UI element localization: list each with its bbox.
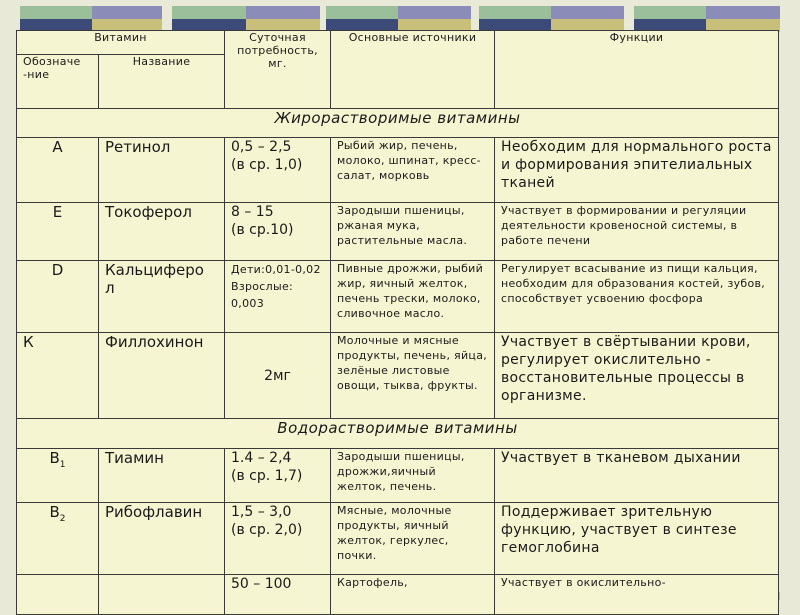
table-row	[17, 203, 779, 261]
dose-cell: 1,5 – 3,0 (в ср. 2,0)	[225, 503, 331, 575]
functions-cell: Необходим для нормального роста и формирования эпителиальных тканей	[495, 138, 779, 203]
designation-subscript: 1	[59, 460, 66, 470]
name-cell	[99, 575, 225, 615]
dose-cell: 50 – 100	[225, 575, 331, 615]
header-daily-need: Суточная потребность, мг.	[225, 31, 331, 109]
decor-block	[172, 6, 320, 32]
header-functions: Функции	[495, 31, 779, 109]
dose-cell: 0,5 – 2,5 (в ср. 1,0)	[225, 138, 331, 203]
name-cell: Филлохинон	[99, 333, 225, 419]
decor-block	[20, 6, 162, 32]
vitamins-table	[16, 30, 779, 615]
functions-cell: Регулирует всасывание из пищи кальция, необходим для образования костей, зубов, способствует усвоению фосфора	[495, 261, 779, 333]
header-vitamin: Витамин	[17, 31, 225, 55]
functions-cell: Поддерживает зрительную функцию, участвует в синтезе гемоглобина	[495, 503, 779, 575]
name-cell: Тиамин	[99, 449, 225, 503]
name-cell: Токоферол	[99, 203, 225, 261]
designation-cell: К	[17, 333, 99, 419]
functions-cell: Участвует в тканевом дыхании	[495, 449, 779, 503]
designation-cell: D	[17, 261, 99, 333]
header-sources: Основные источники	[331, 31, 495, 109]
table-row	[17, 575, 779, 615]
decor-block	[479, 6, 624, 32]
dose-cell: Дети:0,01-0,02 Взрослые: 0,003	[225, 261, 331, 333]
section-fat-soluble: Жирорастворимые витамины	[17, 109, 779, 138]
sources-cell: Рыбий жир, печень, молоко, шпинат, кресс-салат, морковь	[331, 138, 495, 203]
designation-cell: A	[17, 138, 99, 203]
designation-cell: $B_2$	[17, 503, 99, 575]
name-cell: Ретинол	[99, 138, 225, 203]
name-cell: Кальциферо л	[99, 261, 225, 333]
section-water-soluble: Водорастворимые витамины	[17, 419, 779, 449]
functions-cell: Участвует в формировании и регуляции деятельности кровеносной системы, в работе печени	[495, 203, 779, 261]
dose-cell: 1.4 – 2,4 (в ср. 1,7)	[225, 449, 331, 503]
designation-subscript: 2	[59, 514, 66, 524]
table-row	[17, 333, 779, 419]
sources-cell: Картофель,	[331, 575, 495, 615]
table-row	[17, 503, 779, 575]
header-name: Название	[99, 55, 225, 109]
name-cell: Рибофлавин	[99, 503, 225, 575]
sources-cell: Молочные и мясные продукты, печень, яйца, зелёные листовые овощи, тыква, фрукты.	[331, 333, 495, 419]
header-designation: Обозначе -ние	[17, 55, 99, 109]
functions-cell: Участвует в свёртывании крови, регулирует окислительно - восстановительные процессы в организме.	[495, 333, 779, 419]
decor-block	[634, 6, 780, 32]
dose-cell: 8 – 15 (в ср.10)	[225, 203, 331, 261]
table-row	[17, 138, 779, 203]
sources-cell: Мясные, молочные продукты, яичный желток, геркулес, почки.	[331, 503, 495, 575]
sources-cell: Зародыши пшеницы, ржаная мука, растительные масла.	[331, 203, 495, 261]
decor-block	[326, 6, 471, 32]
functions-cell: Участвует в окислительно-	[495, 575, 779, 615]
dose-cell: 2мг	[225, 333, 331, 419]
designation-cell	[17, 575, 99, 615]
sources-cell: Зародыши пшеницы, дрожжи,яичный желток, печень.	[331, 449, 495, 503]
sources-cell: Пивные дрожжи, рыбий жир, яичный желток, печень трески, молоко, сливочное масло.	[331, 261, 495, 333]
designation-cell: $B_1$	[17, 449, 99, 503]
table-row	[17, 449, 779, 503]
table-row	[17, 261, 779, 333]
designation-cell: E	[17, 203, 99, 261]
